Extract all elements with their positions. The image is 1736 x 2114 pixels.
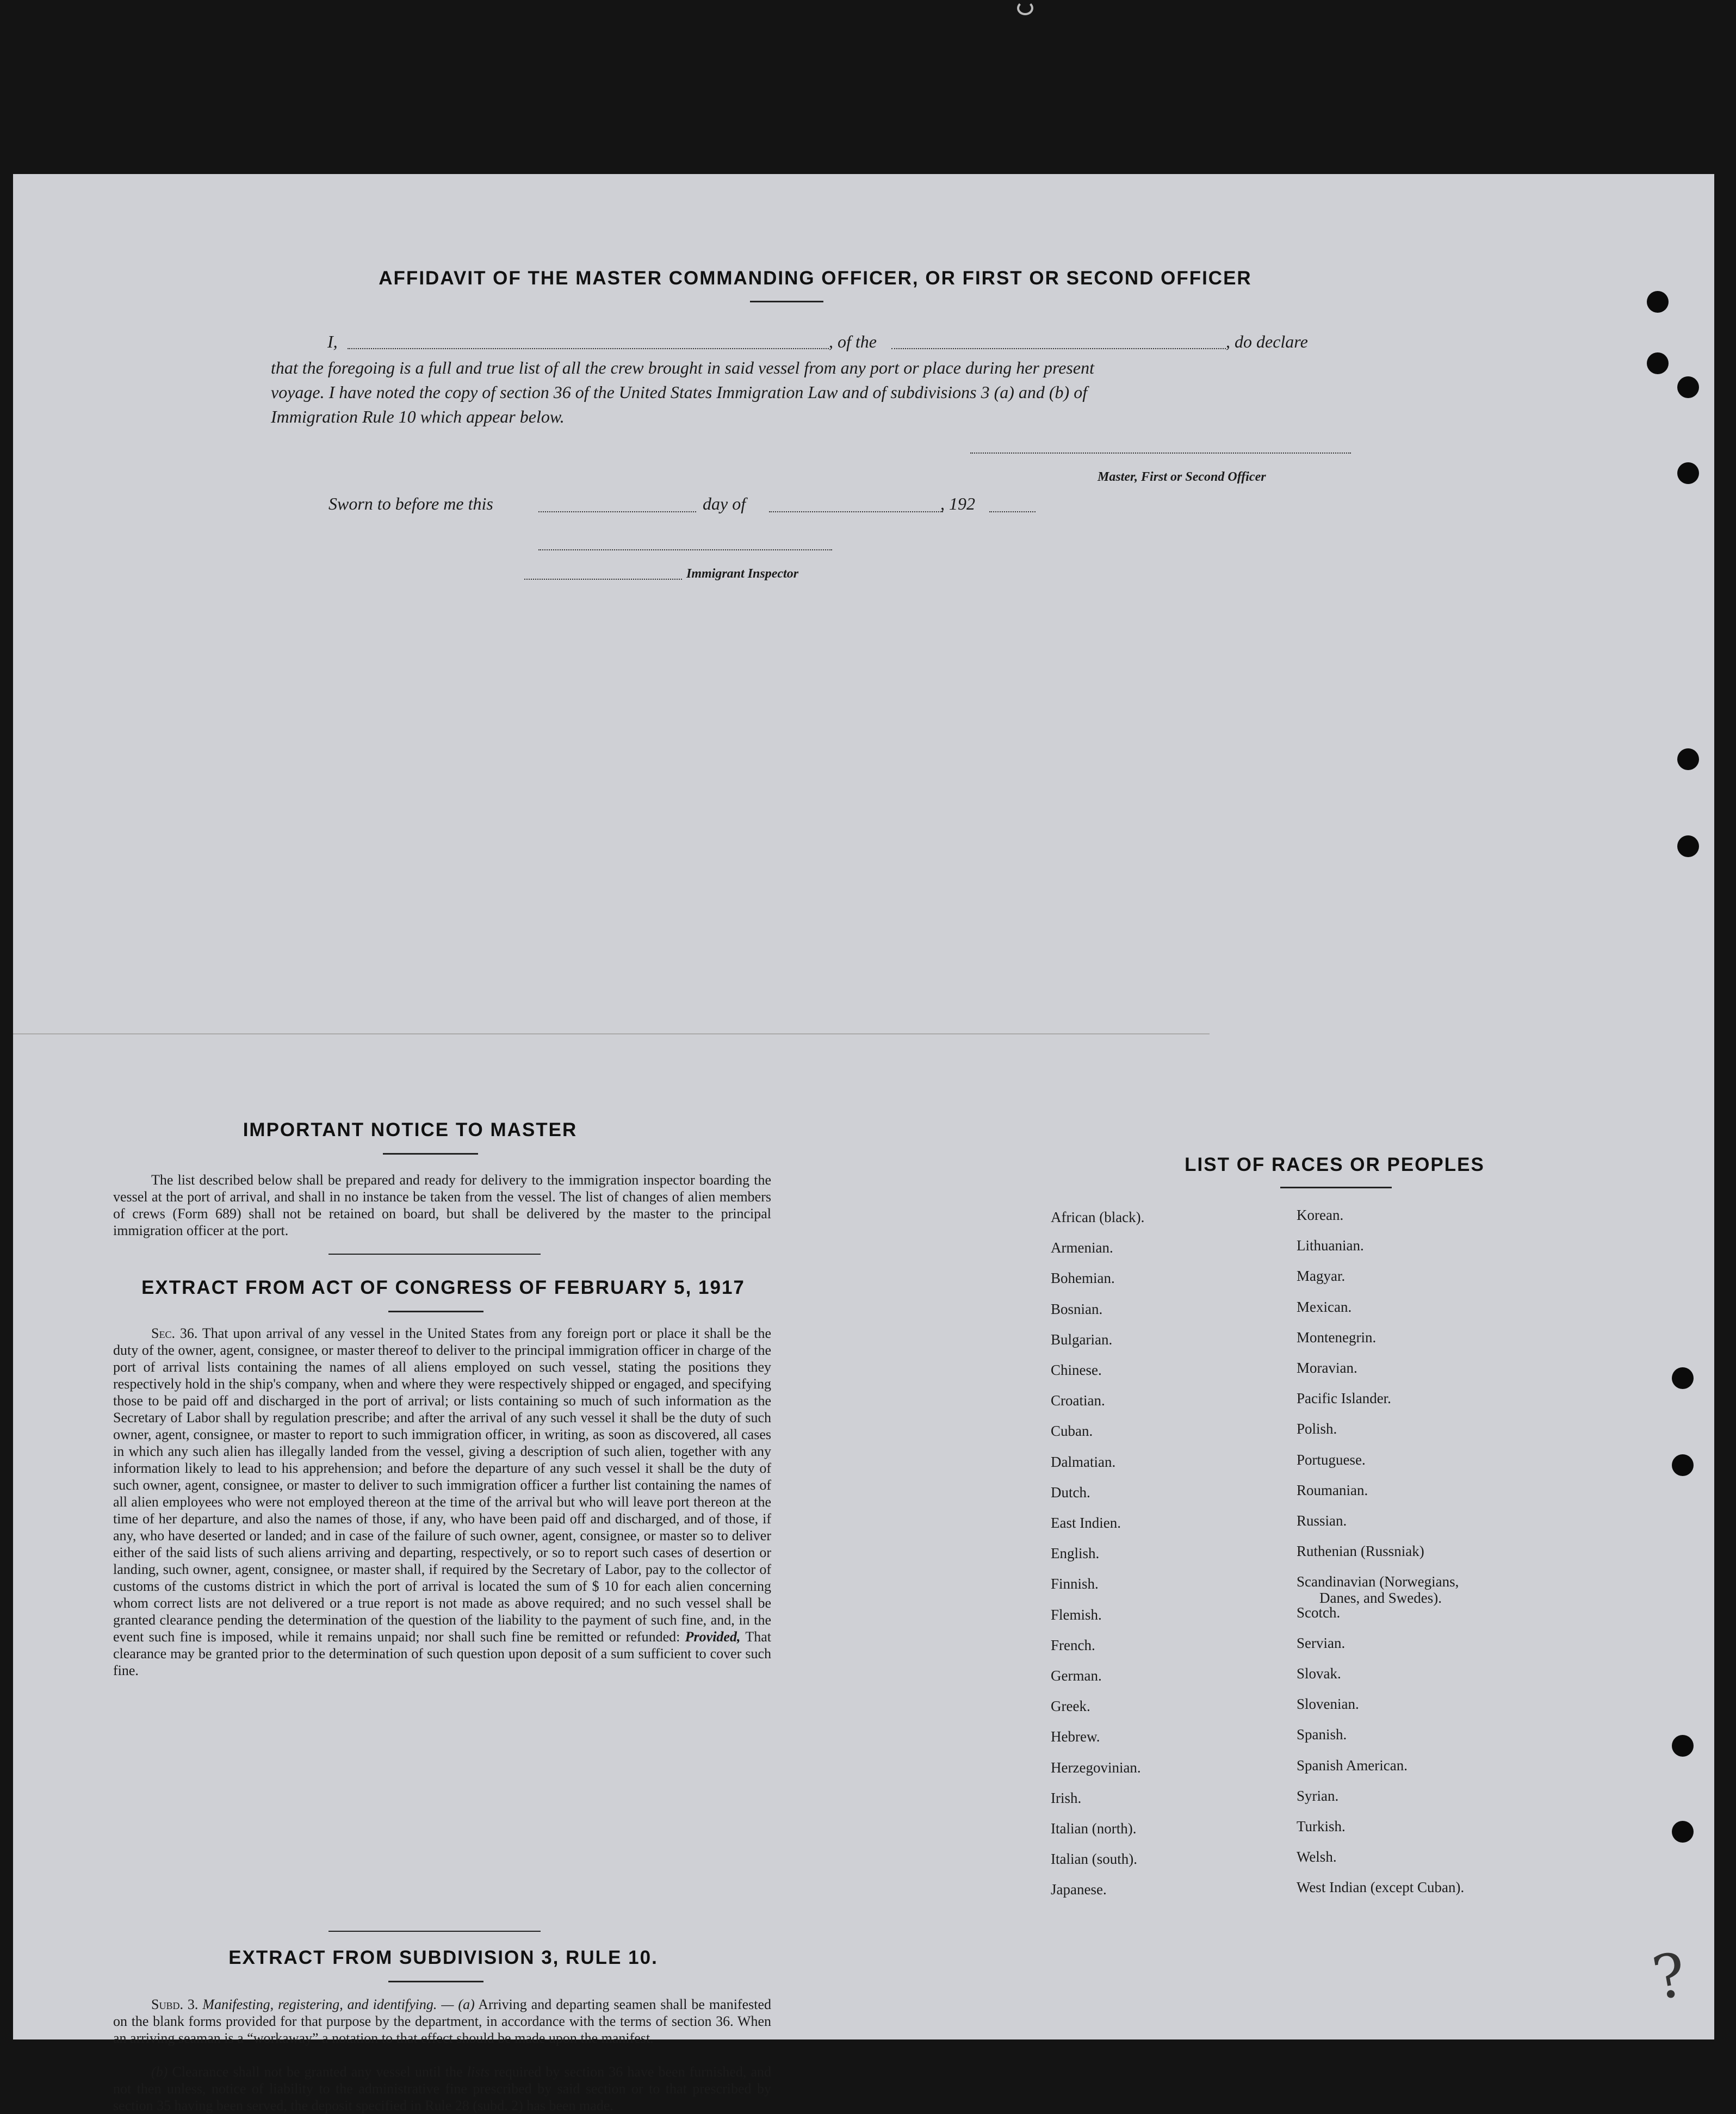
act-section-36-text	[113, 1325, 771, 1679]
rule-part-b-post: required by section 36 have been furnished, and not then unless, notice of liability to the administrative fine prescribed by said section or to that prescribed by section 35 having been served, the deposit specified in Rule 28 (subd. 2) has been made.	[113, 2064, 772, 2113]
race-item: Herzegovinian.	[1051, 1759, 1141, 1776]
affidavit-declare: , do declare	[1226, 332, 1308, 351]
race-item: Korean.	[1297, 1207, 1344, 1223]
punch-hole-icon	[1672, 1454, 1694, 1476]
inspector-label: Immigrant Inspector	[686, 567, 799, 581]
notice-title-rule	[383, 1153, 478, 1155]
notice-text: The list described below shall be prepared and ready for delivery to the immigration inspector boarding the vessel at the port of arrival, and shall in no instance be taken from the vessel. The list of changes of alien members of crews (Form 689) shall not be retained on board, but shall be delivered by the master to the principal immigration officer at the port.	[113, 1172, 771, 1238]
vessel-name-field[interactable]	[891, 348, 1226, 349]
rule-subd-label: Subd. 3.	[151, 1997, 199, 2012]
race-item: Russian.	[1297, 1512, 1347, 1529]
rule-part-a	[113, 1996, 771, 2047]
race-item: Bosnian.	[1051, 1300, 1103, 1317]
race-item: Lithuanian.	[1297, 1237, 1364, 1254]
notice-title: IMPORTANT NOTICE TO MASTER	[243, 1119, 578, 1140]
race-item: Chinese.	[1051, 1362, 1102, 1379]
race-item: Pacific Islander.	[1297, 1390, 1391, 1407]
race-item: Ruthenian (Russniak)	[1297, 1543, 1424, 1560]
race-item: Syrian.	[1297, 1787, 1339, 1804]
notice-end-rule	[328, 1254, 541, 1255]
master-name-field[interactable]	[348, 348, 829, 349]
race-item: Armenian.	[1051, 1239, 1113, 1256]
race-item: Montenegrin.	[1297, 1329, 1377, 1346]
race-item: East Indien.	[1051, 1515, 1121, 1532]
race-item: Mexican.	[1297, 1298, 1352, 1315]
race-item: Spanish.	[1297, 1726, 1347, 1743]
race-item: Polish.	[1297, 1421, 1337, 1437]
act-title: EXTRACT FROM ACT OF CONGRESS OF FEBRUARY 5, 1917	[141, 1277, 745, 1298]
handwritten-mark: ?	[1647, 1939, 1691, 2014]
race-item: Spanish American.	[1297, 1757, 1408, 1774]
form-page	[13, 174, 1714, 2113]
affidavit-title-rule	[750, 301, 823, 302]
races-title: LIST OF RACES OR PEOPLES	[1185, 1154, 1485, 1175]
race-item: Turkish.	[1297, 1818, 1346, 1835]
affidavit-of-the: , of the	[829, 332, 877, 351]
inspector-signature-field[interactable]	[524, 579, 682, 580]
race-item: Italian (south).	[1051, 1851, 1137, 1868]
race-item: African (black).	[1051, 1209, 1145, 1225]
act-sec-label: Sec. 36.	[151, 1325, 198, 1341]
punch-hole-icon	[1677, 376, 1699, 398]
punch-hole-icon	[1647, 352, 1669, 374]
act-provided: Provided,	[685, 1629, 741, 1645]
race-item-line: Danes, and Swedes).	[1319, 1590, 1442, 1607]
scan-artifact-mark	[1017, 1, 1033, 15]
race-item: Roumanian.	[1297, 1481, 1368, 1498]
sworn-day-of: day of	[703, 494, 746, 513]
race-item: Italian (north).	[1051, 1820, 1137, 1837]
race-item: Moravian.	[1297, 1360, 1357, 1377]
race-item: Hebrew.	[1051, 1728, 1100, 1745]
rule-part-b-label: (b)	[151, 2064, 168, 2080]
race-item: English.	[1051, 1545, 1100, 1562]
race-item: Flemish.	[1051, 1606, 1102, 1623]
affidavit-i: I,	[327, 332, 338, 351]
race-item: Bulgarian.	[1051, 1331, 1113, 1348]
race-item: Portuguese.	[1297, 1451, 1366, 1468]
race-item: German.	[1051, 1667, 1102, 1684]
master-signature-label: Master, First or Second Officer	[1098, 470, 1266, 484]
race-item: Servian.	[1297, 1634, 1346, 1651]
race-item: Irish.	[1051, 1789, 1082, 1806]
punch-hole-icon	[1672, 1735, 1694, 1757]
race-item: Japanese.	[1051, 1881, 1107, 1898]
rule-part-a-text: Arriving and departing seamen shall be manifested on the blank forms provided for that purpose by the department, in accordance with the terms of section 36. When an arriving seaman is a “workaway” a notation to that effect should be made upon the manifest.	[113, 1997, 771, 2046]
sworn-year-field[interactable]	[989, 511, 1036, 512]
race-item: Greek.	[1051, 1698, 1090, 1715]
race-item-line: Scandinavian (Norwegians,	[1297, 1573, 1459, 1590]
race-item: Croatian.	[1051, 1392, 1105, 1409]
race-item: Dalmatian.	[1051, 1453, 1116, 1470]
punch-hole-icon	[1672, 1821, 1694, 1843]
punch-hole-icon	[1672, 1367, 1694, 1389]
races-title-rule	[1280, 1187, 1392, 1188]
sworn-month-field[interactable]	[769, 511, 943, 512]
punch-hole-icon	[1647, 291, 1669, 313]
race-item-scandinavian	[1297, 1566, 1464, 1607]
inspector-upper-line	[538, 549, 832, 550]
race-item: Slovenian.	[1297, 1696, 1359, 1713]
race-item: Cuban.	[1051, 1423, 1093, 1440]
affidavit-line3: voyage. I have noted the copy of section 36 of the United States Immigration Law and of subdivisions 3 (a) and (b) of	[271, 382, 1088, 402]
punch-hole-icon	[1677, 462, 1699, 484]
affidavit-line2: that the foregoing is a full and true list of all the crew brought in said vessel from any port or place during her present	[271, 358, 1094, 377]
sworn-year: , 192	[940, 494, 975, 513]
race-item: French.	[1051, 1636, 1095, 1653]
act-title-rule	[388, 1311, 483, 1312]
affidavit-line4: Immigration Rule 10 which appear below.	[271, 407, 565, 426]
act-text-end: That clearance may be granted prior to the determination of such question upon deposit of a sum sufficient to cover such fine.	[113, 1629, 771, 1678]
rule-part-b	[113, 2063, 771, 2114]
rule-title: EXTRACT FROM SUBDIVISION 3, RULE 10.	[228, 1947, 658, 1968]
master-signature-field[interactable]	[970, 452, 1351, 454]
section-divider-line	[13, 1033, 1210, 1034]
rule-title-rule	[388, 1981, 483, 1982]
act-text: That upon arrival of any vessel in the United States from any foreign port or place it shall be the duty of the owner, agent, consignee, or master thereof to deliver to the principal immigration officer in charge of the port of arrival lists containing the names of all aliens employed on such vessel, stating the positions they respectively hold in the ship's company, when and where they were respectively shipped or engaged, and specifying those to be paid off and discharged in the port of arrival; or lists containing so much of such information as the Secretary of Labor shall by regulation prescribe; and after the arrival of any such vessel it shall be the duty of such owner, agent, consignee, or master to report to such immigration officer, in writing, as soon as discovered, all cases in which any such alien has illegally landed from the vessel, giving a description of such alien, together with any information likely to lead to his apprehension; and before the departure of any such vessel it shall be the duty of such owner, agent, consignee, or master to deliver to such immigration officer a further list containing the names of all alien employees who were not employed thereon at the time of the arrival but who will leave port thereon at the time of her departure, and also the names of those, if any, who have been paid off and discharged, and of those, if any, who have deserted or landed; and in case of the failure of such owner, agent, consignee, or master so to deliver either of the said lists of such aliens arriving and departing, respectively, or so to report such cases of desertion or landing, such owner, agent, consignee, or master shall, if required by the Secretary of Labor, pay to the collector of customs of the customs district in which the port of arrival is located the sum of $ 10 for each alien concerning whom correct lists are not delivered or a true report is not made as above required; and no such vessel shall be granted clearance pending the determination of the question of the liability to the payment of such fine, and, in the event such fine is imposed, while it remains unpaid; nor shall such fine be remitted or refunded:	[113, 1325, 772, 1645]
punch-hole-icon	[1677, 748, 1699, 770]
rule-subd-heading: Manifesting, registering, and identifying.	[202, 1997, 437, 2012]
race-item: Welsh.	[1297, 1849, 1337, 1865]
races-column-2	[1297, 1200, 1464, 1903]
races-column-1	[1051, 1202, 1144, 1905]
rule-part-a-label: — (a)	[441, 1997, 475, 2012]
act-end-rule	[328, 1931, 541, 1932]
rule-part-b-lists: lists	[467, 2064, 490, 2080]
race-item: Scotch.	[1297, 1604, 1341, 1621]
race-item: West Indian (except Cuban).	[1297, 1879, 1465, 1896]
sworn-prefix: Sworn to before me this	[328, 494, 493, 513]
race-item: Slovak.	[1297, 1665, 1341, 1682]
affidavit-title: AFFIDAVIT OF THE MASTER COMMANDING OFFICER, OR FIRST OR SECOND OFFICER	[379, 268, 1252, 289]
race-item: Dutch.	[1051, 1484, 1090, 1501]
race-item: Finnish.	[1051, 1576, 1099, 1592]
race-item: Magyar.	[1297, 1268, 1346, 1285]
punch-hole-icon	[1677, 835, 1699, 857]
race-item: Bohemian.	[1051, 1270, 1115, 1287]
rule-part-b-pre: Clearance shall not be granted any vessel until the	[172, 2064, 463, 2080]
sworn-day-field[interactable]	[538, 511, 696, 512]
